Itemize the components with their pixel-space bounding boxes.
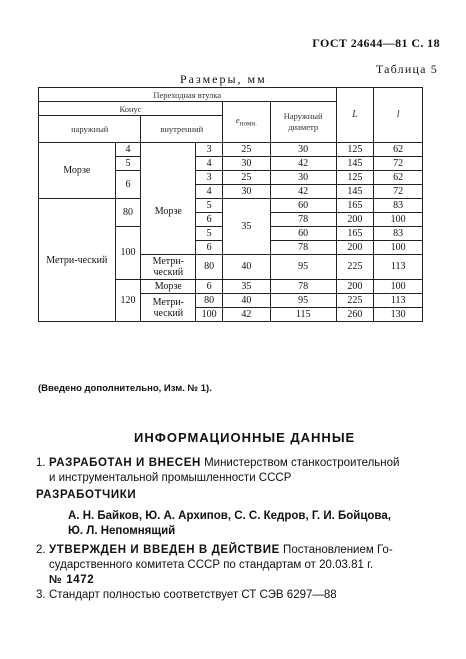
- table-cell: 80: [115, 199, 141, 227]
- table-cell: 165: [336, 227, 374, 241]
- header-l: l: [374, 88, 423, 143]
- inner-morse: Морзе: [141, 171, 196, 255]
- developers-line-1: А. Н. Байков, Ю. А. Архипов, С. С. Кедров, Г. И. Бойцова,: [68, 510, 391, 522]
- page-header: ГОСТ 24644—81 С. 18: [312, 36, 440, 50]
- table-cell: 145: [336, 157, 374, 171]
- table-cell: 6: [196, 213, 223, 227]
- table-cell: 72: [374, 157, 423, 171]
- info-item-3: 3. Стандарт полностью соответствует СТ СЭВ 6297—88: [36, 589, 337, 601]
- inner-metric: Метри-ческий: [141, 255, 196, 280]
- header-transition: Переходная втулка: [39, 88, 337, 102]
- info-title: ИНФОРМАЦИОННЫЕ ДАННЫЕ: [134, 430, 356, 445]
- table-cell: 165: [336, 199, 374, 213]
- table-cell: 78: [270, 213, 336, 227]
- table-cell: 6: [115, 171, 141, 199]
- header-diameter: Наружный диаметр: [270, 102, 336, 143]
- table-cell: 83: [374, 227, 423, 241]
- header-L: L: [336, 88, 374, 143]
- table-cell: 225: [336, 255, 374, 280]
- table-cell: 60: [270, 227, 336, 241]
- outer-metric: Метри-ческий: [39, 199, 116, 322]
- table-cell: 30: [270, 143, 336, 157]
- table-cell: 6: [196, 280, 223, 294]
- table-cell: 130: [374, 308, 423, 322]
- header-outer: наружный: [39, 116, 141, 143]
- table-cell: 25: [223, 143, 271, 157]
- header-e: $е_{номи.}$: [223, 102, 271, 143]
- developers-title: РАЗРАБОТЧИКИ: [36, 489, 137, 501]
- table-cell: 62: [374, 171, 423, 185]
- dimensions-table: [38, 87, 423, 322]
- outer-morse: Морзе: [39, 143, 116, 199]
- developers-line-2: Ю. Л. Непомнящий: [68, 525, 176, 537]
- header-inner: внутренний: [141, 116, 223, 143]
- info-item-1: 1. РАЗРАБОТАН И ВНЕСЕН Министерством станкостроительной и инструментальной промышленности СССР: [36, 457, 400, 484]
- table-cell: 3: [196, 171, 223, 185]
- table-number: Таблица 5: [375, 62, 438, 76]
- table-cell: 95: [270, 294, 336, 308]
- table-cell: 80: [196, 255, 223, 280]
- table-cell: 4: [196, 157, 223, 171]
- table-cell: 113: [374, 255, 423, 280]
- table-cell: 100: [115, 227, 141, 280]
- table-cell: 100: [374, 280, 423, 294]
- amendment-note: (Введено дополнительно, Изм. № 1).: [38, 383, 212, 394]
- table-cell: 95: [270, 255, 336, 280]
- table-cell: 60: [270, 199, 336, 213]
- table-cell: 225: [336, 294, 374, 308]
- table-cell: 100: [374, 213, 423, 227]
- table-cell: 100: [196, 308, 223, 322]
- table-cell: 42: [223, 308, 271, 322]
- table-cell: 42: [270, 157, 336, 171]
- table-cell: 120: [115, 280, 141, 322]
- table-cell: 25: [223, 171, 271, 185]
- table-cell: 200: [336, 280, 374, 294]
- table-cell: 78: [270, 280, 336, 294]
- table-cell: 125: [336, 171, 374, 185]
- table-cell: 40: [223, 294, 271, 308]
- table-cell: 40: [223, 255, 271, 280]
- table-cell: 115: [270, 308, 336, 322]
- info-item-2: 2. УТВЕРЖДЕН И ВВЕДЕН В ДЕЙСТВИЕ Постановлением Го- сударственного комитета СССР по стандартам от 20.03.81 г. № 1472: [36, 544, 393, 586]
- table-cell: 3: [196, 143, 223, 157]
- table-cell: 4: [196, 185, 223, 199]
- table-cell: 35: [223, 199, 271, 255]
- table-cell: 80: [196, 294, 223, 308]
- table-cell: 35: [223, 280, 271, 294]
- table-cell: 145: [336, 185, 374, 199]
- table-cell: 5: [196, 227, 223, 241]
- table-cell: 42: [270, 185, 336, 199]
- table-cell: 30: [270, 171, 336, 185]
- table-cell: 260: [336, 308, 374, 322]
- table-cell: 200: [336, 241, 374, 255]
- header-cone: Конус: [39, 102, 223, 116]
- table-cell: 62: [374, 143, 423, 157]
- table-cell: 5: [115, 157, 141, 171]
- table-cell: 125: [336, 143, 374, 157]
- table-cell: 6: [196, 241, 223, 255]
- table-cell: 200: [336, 213, 374, 227]
- table-cell: 100: [374, 241, 423, 255]
- table-cell: 78: [270, 241, 336, 255]
- table-cell: 30: [223, 185, 271, 199]
- table-cell: 5: [196, 199, 223, 213]
- inner-metric-2: Метри-ческий: [141, 294, 196, 322]
- table-cell: 83: [374, 199, 423, 213]
- table-cell: 4: [115, 143, 141, 157]
- table-caption: Размеры, мм: [180, 72, 267, 86]
- table-cell: 113: [374, 294, 423, 308]
- table-cell: 72: [374, 185, 423, 199]
- inner-morse-2: Морзе: [141, 280, 196, 294]
- table-cell: 30: [223, 157, 271, 171]
